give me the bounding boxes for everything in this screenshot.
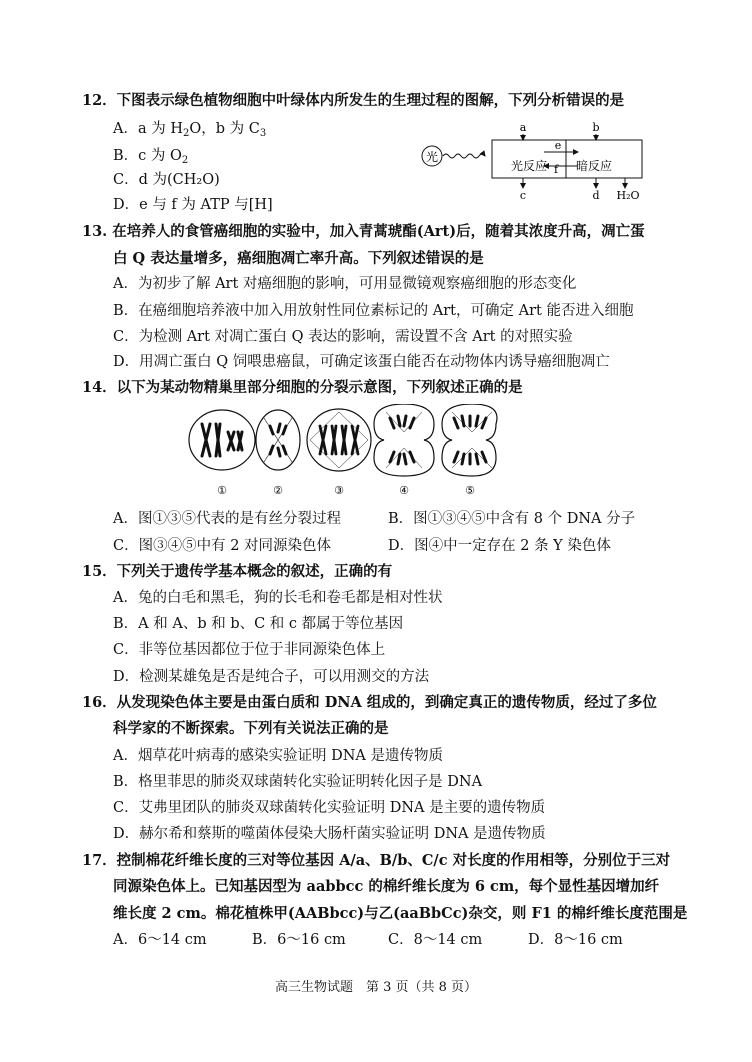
q14-option-c: C．图③④⑤中有 2 对同源染色体 <box>113 538 332 554</box>
q14-stem: 14．以下为某动物精巢里部分细胞的分裂示意图，下列叙述正确的是 <box>82 379 523 396</box>
label-b: b <box>592 121 600 134</box>
dark-reaction-label: 暗反应 <box>575 159 613 173</box>
label-h2o: H₂O <box>616 189 640 202</box>
q13-stem-line1: 13. 在培养人的食管癌细胞的实验中，加入青蒿琥酯(Art)后，随着其浓度升高，凋亡蛋 <box>82 223 645 240</box>
q13-option-d: D．用凋亡蛋白 Q 饲喂患癌鼠，可确定该蛋白能否在动物体内诱导癌细胞凋亡 <box>113 354 610 370</box>
cell-4 <box>374 404 434 476</box>
cell-label-4: ④ <box>399 484 409 497</box>
q17-option-d: D．8～16 cm <box>528 932 623 948</box>
cell-2 <box>256 410 300 470</box>
q12-option-a: A．a 为 $H_2O$，b 为 $C_3$ <box>113 121 267 139</box>
page-footer: 高三生物试题 第 3 页（共 8 页） <box>274 980 478 995</box>
photosynthesis-diagram <box>420 118 650 206</box>
q17-stem-line3: 维长度 2 cm。棉花植株甲(AABbcc)与乙(aaBbCc)杂交，则 F1 的棉纤维长度范围是 <box>113 905 688 922</box>
q12-option-d: D．e 与 f 为 ATP 与[H] <box>113 197 273 213</box>
q16-option-b: B．格里菲思的肺炎双球菌转化实验证明转化因子是 DNA <box>113 774 483 790</box>
q15-option-c: C．非等位基因都位于位于非同源染色体上 <box>113 642 386 658</box>
cell-label-5: ⑤ <box>465 484 475 497</box>
q15-stem: 15．下列关于遗传学基本概念的叙述，正确的有 <box>82 563 393 580</box>
q16-option-c: C．艾弗里团队的肺炎双球菌转化实验证明 DNA 是主要的遗传物质 <box>113 800 546 816</box>
q12-option-b: B．c 为 $O_2$ <box>113 148 189 166</box>
light-wave <box>443 154 485 158</box>
q13-option-c: C．为检测 Art 对凋亡蛋白 Q 表达的影响，需设置不含 Art 的对照实验 <box>113 329 573 345</box>
cell-5 <box>442 404 497 476</box>
q14-option-a: A．图①③⑤代表的是有丝分裂过程 <box>113 511 341 527</box>
q15-option-d: D．检测某雄兔是否是纯合子，可以用测交的方法 <box>113 669 430 685</box>
label-c: c <box>519 189 527 202</box>
q13-option-a: A．为初步了解 Art 对癌细胞的影响，可用显微镜观察癌细胞的形态变化 <box>113 276 577 292</box>
q16-option-d: D．赫尔希和蔡斯的噬菌体侵染大肠杆菌实验证明 DNA 是遗传物质 <box>113 826 546 842</box>
q16-option-a: A．烟草花叶病毒的感染实验证明 DNA 是遗传物质 <box>113 748 443 764</box>
q16-stem-line1: 16．从发现染色体主要是由蛋白质和 DNA 组成的，到确定真正的遗传物质，经过了多位 <box>82 694 657 711</box>
label-f: f <box>553 163 559 176</box>
q17-option-b: B．6～16 cm <box>252 932 346 948</box>
label-a: a <box>519 121 527 134</box>
q13-stem-line2: 白 Q 表达量增多，癌细胞凋亡率升高。下列叙述错误的是 <box>113 250 484 267</box>
q15-option-b: B．A 和 A、b 和 b、C 和 c 都属于等位基因 <box>113 616 404 632</box>
q17-option-c: C．8～14 cm <box>388 932 483 948</box>
q15-option-a: A．兔的白毛和黑毛，狗的长毛和卷毛都是相对性状 <box>113 590 443 606</box>
q13-option-b: B．在癌细胞培养液中加入用放射性同位素标记的 Art，可确定 Art 能否进入细胞 <box>113 303 634 319</box>
q12-stem: 12．下图表示绿色植物细胞中叶绿体内所发生的生理过程的图解，下列分析错误的是 <box>82 92 625 109</box>
cell-3 <box>307 409 371 471</box>
cell-label-3: ③ <box>334 484 344 497</box>
cell-division-figure <box>180 404 500 500</box>
q17-stem-line1: 17．控制棉花纤维长度的三对等位基因 A/a、B/b、C/c 对长度的作用相等，分别位于三对 <box>82 852 671 869</box>
q14-option-d: D．图④中一定存在 2 条 Y 染色体 <box>388 538 611 554</box>
label-d: d <box>592 189 600 202</box>
label-e: e <box>554 139 562 152</box>
q12-option-c: C．d 为(CH₂O) <box>113 172 220 188</box>
light-reaction-label: 光反应 <box>510 159 548 173</box>
q17-stem-line2: 同源染色体上。已知基因型为 aabbcc 的棉纤维长度为 6 cm，每个显性基因增加纤 <box>113 878 660 895</box>
q17-option-a: A．6～14 cm <box>113 932 207 948</box>
cell-1 <box>189 410 255 470</box>
cell-label-1: ① <box>217 484 227 497</box>
q16-stem-line2: 科学家的不断探索。下列有关说法正确的是 <box>113 720 389 737</box>
cell-label-2: ② <box>273 484 283 497</box>
q14-option-b: B．图①③④⑤中含有 8 个 DNA 分子 <box>388 511 636 527</box>
light-label: 光 <box>425 150 439 164</box>
